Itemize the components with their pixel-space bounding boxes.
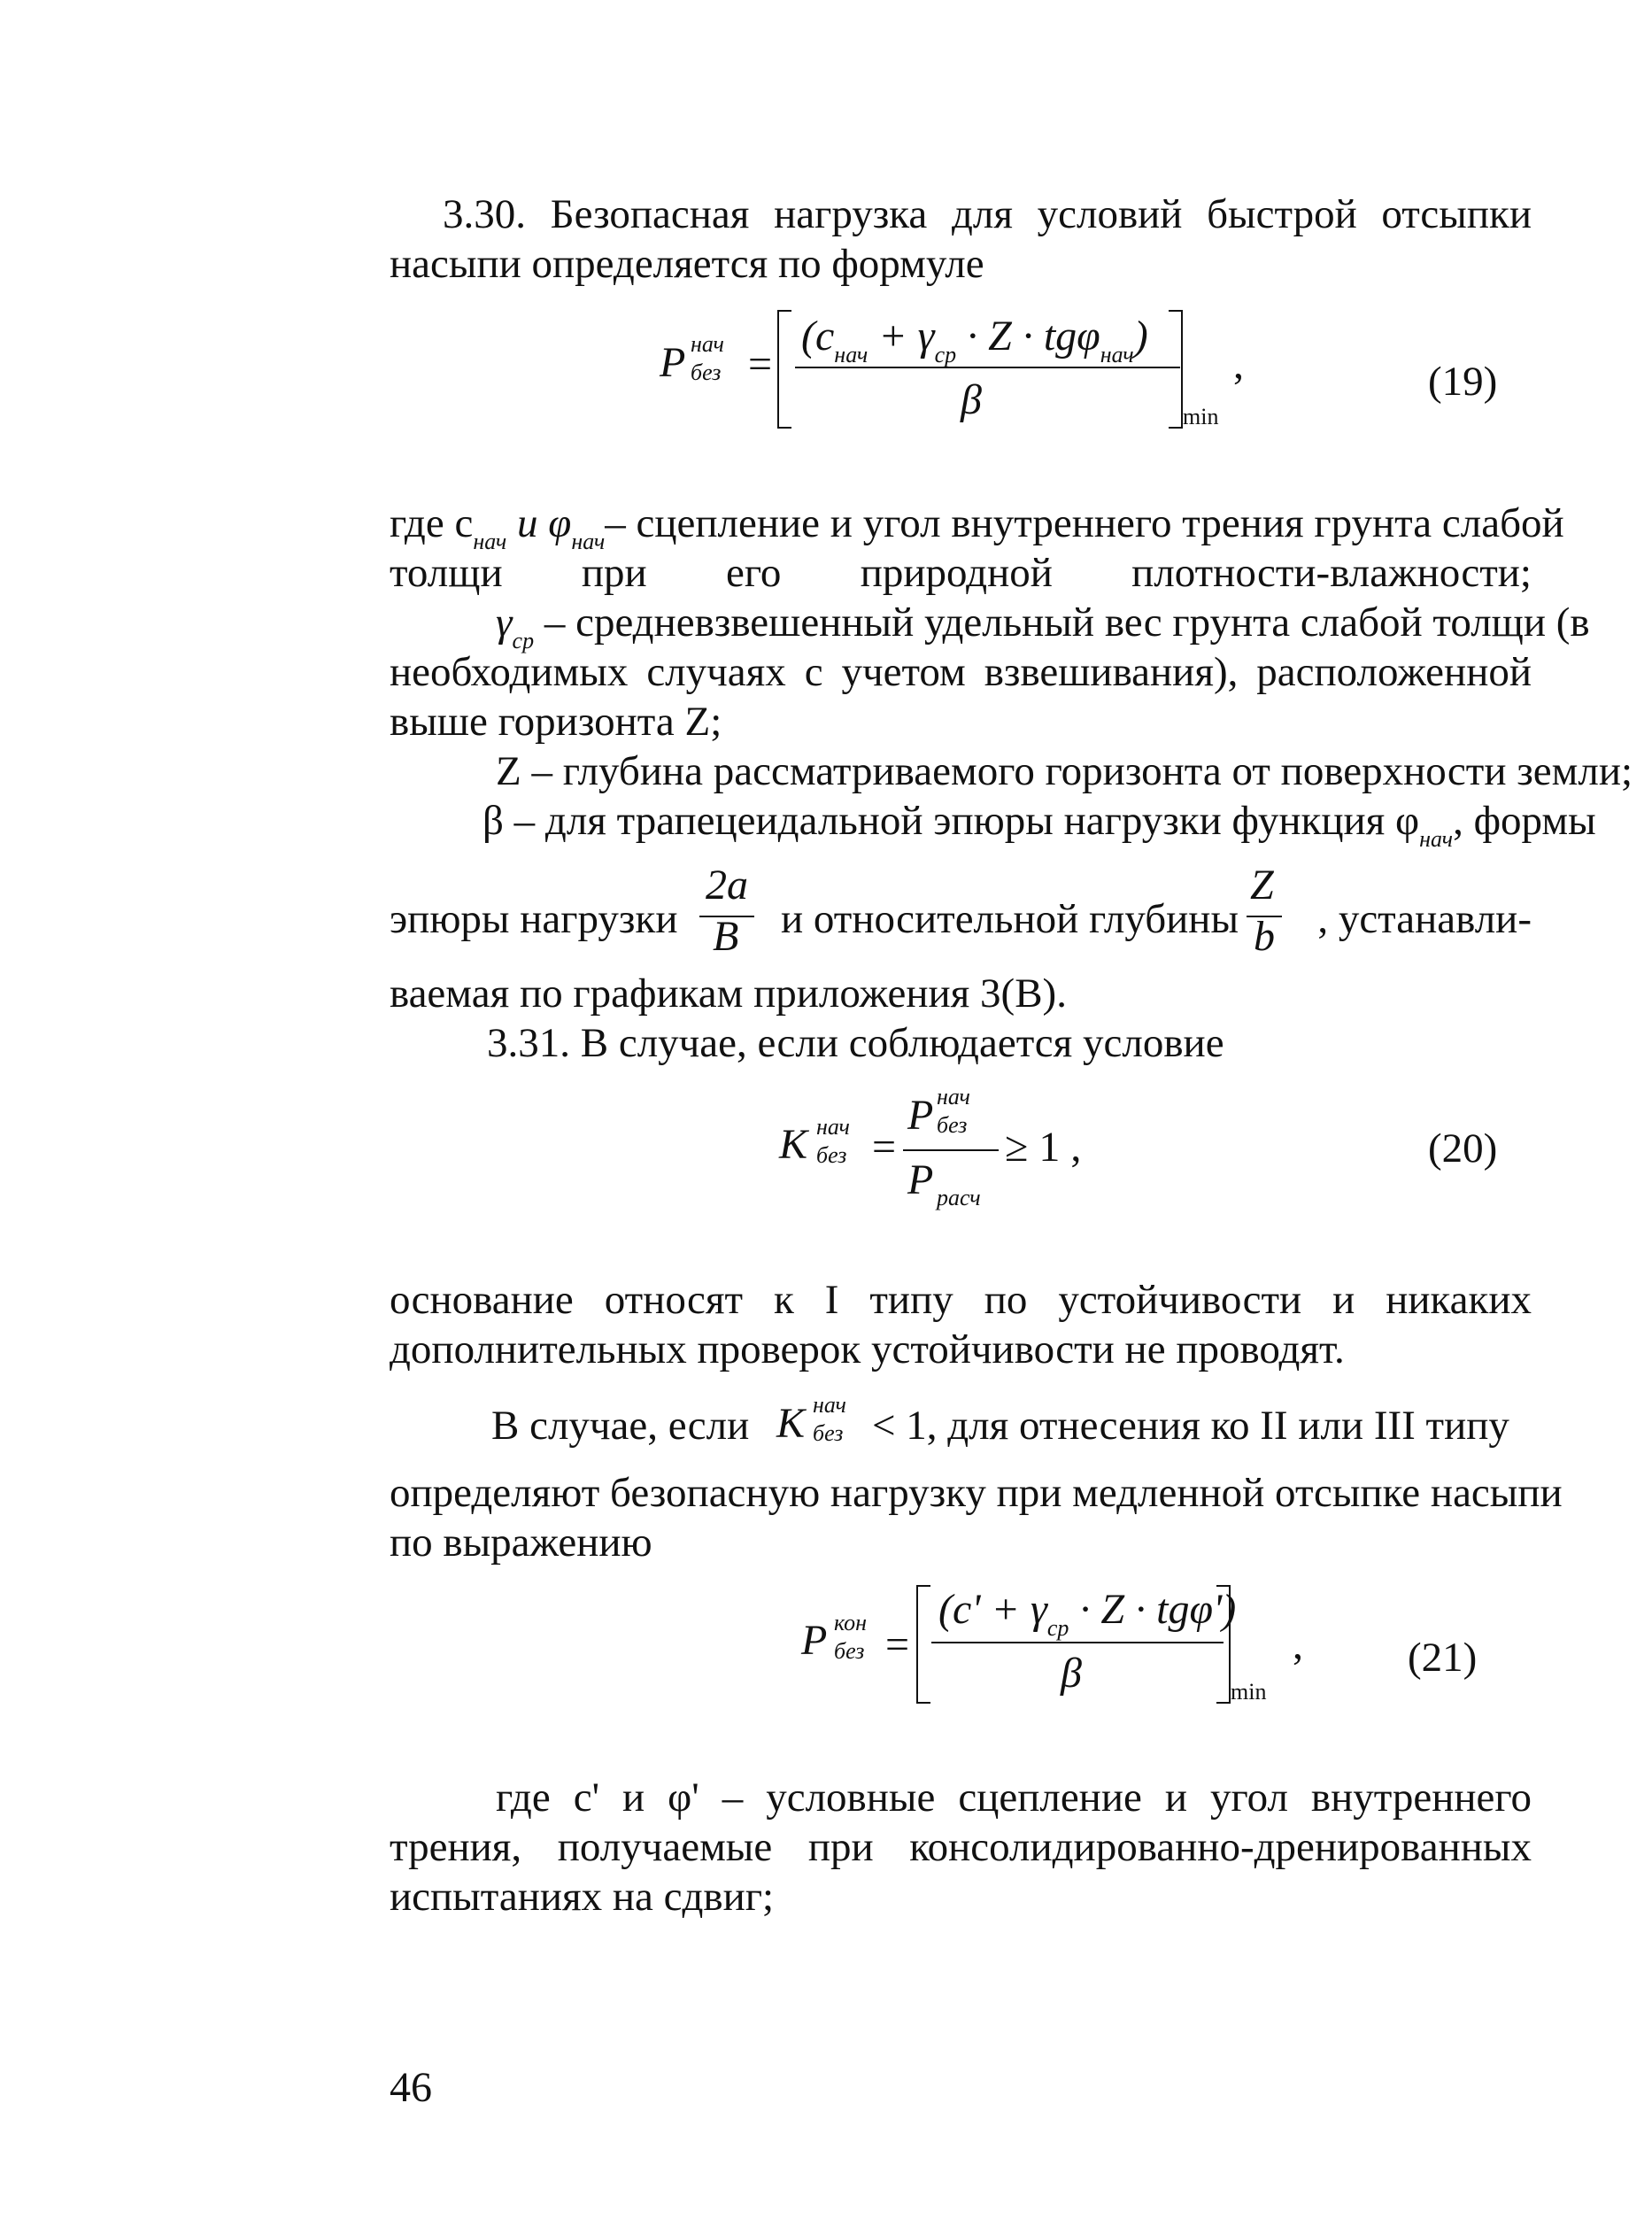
fraction-bar: [931, 1642, 1224, 1643]
where-line-2: толщи при его природной плотности-влажности;: [390, 550, 1532, 596]
where-line-6: Z – глубина рассматриваемого горизонта от поверхности земли;: [496, 748, 1633, 794]
right-bracket: [1216, 1585, 1231, 1704]
section-3-30-line-2: насыпи определяется по формуле: [390, 241, 984, 287]
section-3-31-line-1: 3.31. В случае, если соблюдается условие: [487, 1020, 1224, 1066]
where2-line-3: испытаниях на сдвиг;: [390, 1874, 775, 1920]
where-line-3: $\gamma_{ср}$ – средневзвешенный удельный вес грунта слабой толщи (в: [496, 599, 1590, 653]
equation-number-20: (20): [1428, 1125, 1498, 1171]
where2-line-2: трения, получаемые при консолидированно-дренированных: [390, 1824, 1532, 1870]
fraction-bar: [795, 367, 1180, 368]
where-line-9: ваемая по графикам приложения 3(В).: [390, 970, 1067, 1017]
where-line-5: выше горизонта Z;: [390, 699, 722, 745]
right-bracket: [1169, 310, 1183, 429]
after-20-line-2: дополнительных проверок устойчивости не проводят.: [390, 1326, 1345, 1372]
fraction-bar: [903, 1149, 999, 1151]
where-line-4: необходимых случаях с учетом взвешивания), расположенной: [390, 649, 1532, 695]
where-line-7: β – для трапецеидальной эпюры нагрузки функция $\varphi_{нач}$, формы: [482, 798, 1596, 852]
after-20-line-5: по выражению: [390, 1519, 652, 1566]
left-bracket: [777, 310, 791, 429]
equation-number-21: (21): [1408, 1635, 1478, 1681]
section-3-30-line-1: 3.30. Безопасная нагрузка для условий быстрой отсыпки: [443, 191, 1532, 237]
page-number: 46: [390, 2064, 432, 2111]
equation-number-19: (19): [1428, 359, 1498, 405]
where-line-1: где $c_{нач}$ и $\varphi_{нач}-$ сцепление и угол внутреннего трения грунта слабой: [390, 500, 1564, 554]
where2-line-1: где c' и φ' – условные сцепление и угол внутреннего: [496, 1774, 1532, 1821]
after-20-line-4: определяют безопасную нагрузку при медленной отсыпке насыпи: [390, 1470, 1563, 1516]
after-20-line-1: основание относят к I типу по устойчивости и никаких: [390, 1277, 1532, 1323]
formula-21-numerator: $(c' + \gamma_{ср} \cdot Z \cdot tg\varphi')$: [938, 1586, 1237, 1641]
formula-19-numerator: $(c_{нач} + \gamma_{ср} \cdot Z \cdot tg\varphi_{нач})$: [801, 313, 1148, 367]
left-bracket: [916, 1585, 930, 1704]
